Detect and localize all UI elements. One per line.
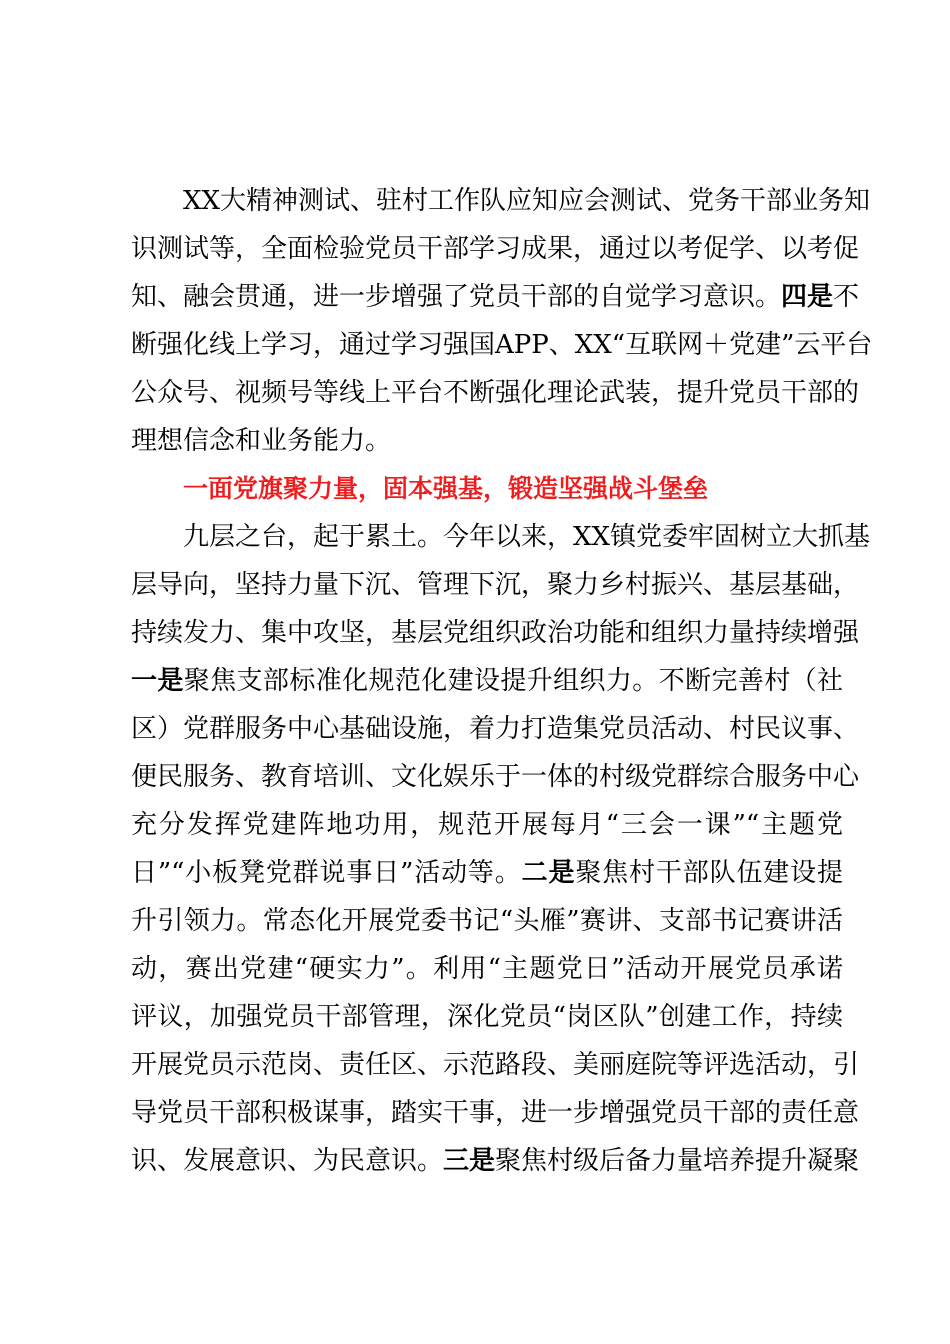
paragraph-line: 开展党员示范岗、责任区、示范路段、美丽庭院等评选活动，引 <box>131 1050 860 1080</box>
bold-ordinal: 一是 <box>131 666 184 696</box>
paragraph-line <box>131 661 843 701</box>
text-run: 日”“小板凳党群说事日”活动等。 <box>131 858 522 888</box>
section-heading: 一面党旗聚力量，固本强基，锻造坚强战斗堡垒 <box>183 474 709 503</box>
bold-ordinal: 四是 <box>781 282 834 312</box>
paragraph-line <box>131 1141 860 1181</box>
paragraph-line: 理想信念和业务能力。 <box>131 426 392 456</box>
paragraph-line: 公众号、视频号等线上平台不断强化理论武装，提升党员干部的 <box>131 378 860 408</box>
paragraph-line <box>131 853 843 893</box>
paragraph-line: 断强化线上学习，通过学习强国APP、XX“互联网＋党建”云平台 <box>131 330 873 360</box>
paragraph-line: 区）党群服务中心基础设施，着力打造集党员活动、村民议事、 <box>131 714 860 744</box>
paragraph-line: 评议，加强党员干部管理，深化党员“岗区队”创建工作，持续 <box>131 1002 843 1032</box>
paragraph-line <box>131 277 860 317</box>
bold-ordinal: 二是 <box>521 858 576 888</box>
text-run: 识、发展意识、为民意识。 <box>131 1146 444 1176</box>
text-run: 不 <box>833 282 860 312</box>
paragraph-line: 动，赛出党建“硬实力”。利用“主题党日”活动开展党员承诺 <box>131 954 843 984</box>
paragraph-line: 升引领力。常态化开展党委书记“头雁”赛讲、支部书记赛讲活 <box>131 906 843 936</box>
text-run: 聚焦村干部队伍建设提 <box>575 858 843 888</box>
bold-ordinal: 三是 <box>443 1146 496 1176</box>
paragraph-line: 九层之台，起于累土。今年以来，XX镇党委牢固树立大抓基 <box>183 522 871 552</box>
text-run: 知、融会贯通，进一步增强了党员干部的自觉学习意识。 <box>131 282 782 312</box>
paragraph-line: 识测试等，全面检验党员干部学习成果，通过以考促学、以考促 <box>131 234 860 264</box>
text-run: 聚焦村级后备力量培养提升凝聚 <box>495 1146 860 1176</box>
paragraph-line: 充分发挥党建阵地功用，规范开展每月“三会一课”“主题党 <box>131 810 843 840</box>
paragraph-line: 层导向，坚持力量下沉、管理下沉，聚力乡村振兴、基层基础， <box>131 570 860 600</box>
paragraph-line: 便民服务、教育培训、文化娱乐于一体的村级党群综合服务中心 <box>131 762 860 792</box>
paragraph-line: 持续发力、集中攻坚，基层党组织政治功能和组织力量持续增强 <box>131 618 860 648</box>
text-run: 聚焦支部标准化规范化建设提升组织力。不断完善村（社 <box>183 666 843 696</box>
paragraph-line: XX大精神测试、驻村工作队应知应会测试、党务干部业务知 <box>183 186 871 216</box>
paragraph-line: 导党员干部积极谋事，踏实干事，进一步增强党员干部的责任意 <box>131 1098 860 1128</box>
